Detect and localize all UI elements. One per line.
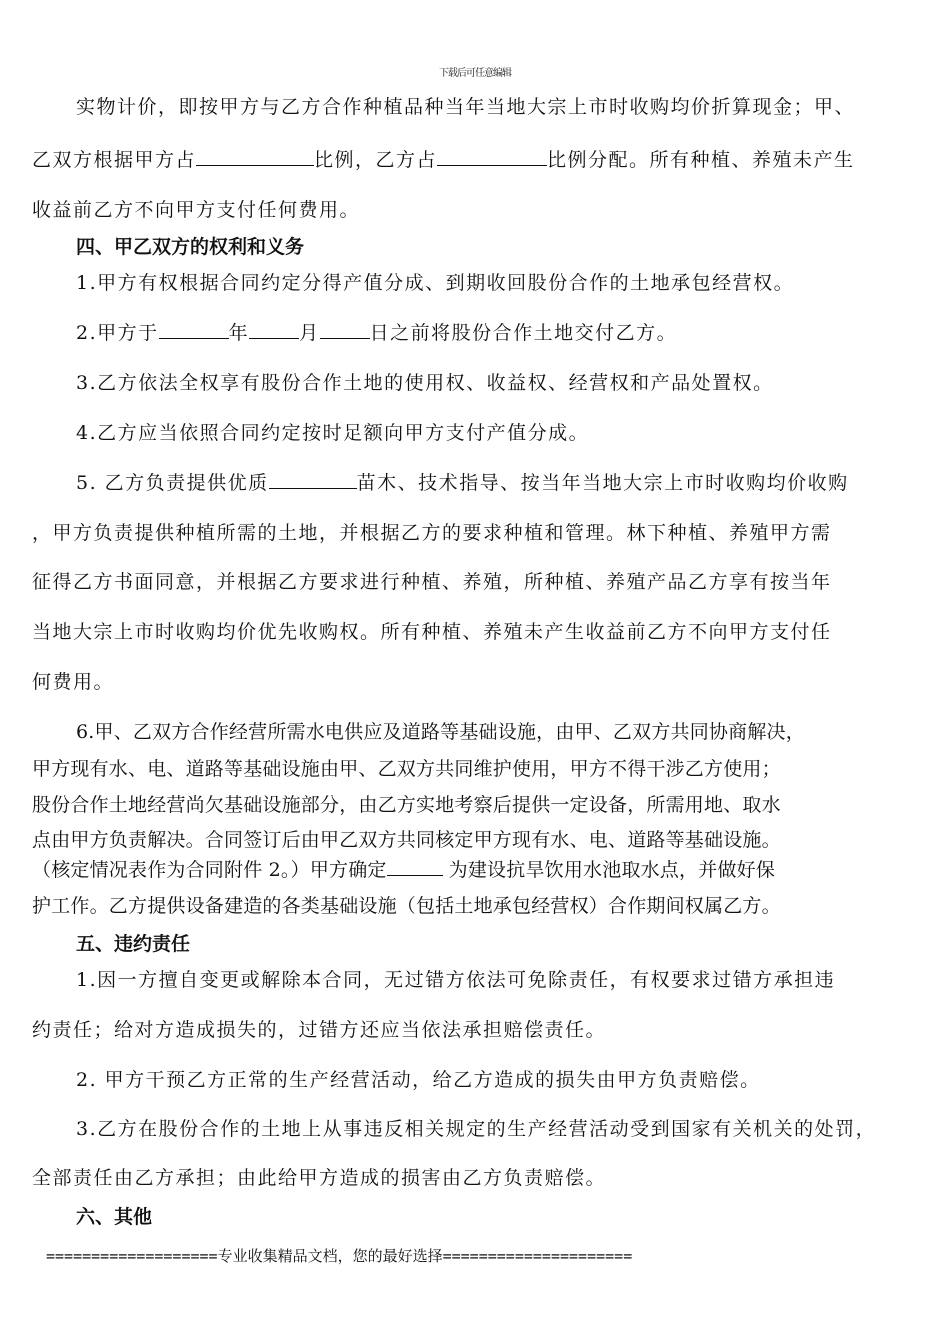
section-heading: 四、甲乙双方的权利和义务 [76,236,305,258]
paragraph-line: ，甲方负责提供种植所需的土地，并根据乙方的要求种植和管理。林下种植、养殖甲方需 [32,522,832,544]
text-segment: （核定情况表作为合同附件 2。）甲方确定 [32,859,387,881]
text-segment: 比例，乙方占 [314,149,438,171]
text-segment: 月 [299,322,320,344]
fill-in-blank[interactable] [269,487,357,489]
text-segment: 2.甲方于 [76,322,159,344]
paragraph-line [76,318,677,345]
text-segment: 为建设抗旱饮用水池取水点，并做好保 [448,859,776,881]
paragraph-line [76,468,849,495]
text-segment: 乙双方根据甲方占 [32,149,197,171]
text-segment: 年 [228,322,250,344]
section-heading: 五、违约责任 [76,933,191,955]
paragraph-line: 收益前乙方不向甲方支付任何费用。 [32,199,361,221]
page-header: 下载后可任意编辑 [439,68,511,79]
paragraph-line: 全部责任由乙方承担；由此给甲方造成的损害由乙方负责赔偿。 [32,1167,607,1189]
section-heading: 六、其他 [76,1206,153,1228]
paragraph-line: 约责任；给对方造成损失的，过错方还应当依法承担赔偿责任。 [32,1019,607,1041]
paragraph-line: 实物计价，即按甲方与乙方合作种植品种当年当地大宗上市时收购均价折算现金；甲、 [76,96,856,118]
paragraph-line: 当地大宗上市时收购均价优先收购权。所有种植、养殖未产生收益前乙方不向甲方支付任 [32,621,832,643]
paragraph-line: 何费用。 [32,671,115,693]
text-segment: 比例分配。所有种植、养殖未产生 [547,149,855,171]
paragraph-line: 3.乙方在股份合作的土地上从事违反相关规定的生产经营活动受到国家有关机关的处罚， [76,1118,877,1140]
paragraph-line: 4.乙方应当依照合同约定按时足额向甲方支付产值分成。 [76,422,590,444]
fill-in-blank[interactable] [159,337,229,339]
paragraph-line: 征得乙方书面同意，并根据乙方要求进行种植、养殖，所种植、养殖产品乙方享有按当年 [32,571,832,593]
text-segment: 苗木、技术指导、按当年当地大宗上市时收购均价收购 [356,472,849,494]
text-segment: 5. 乙方负责提供优质 [76,472,269,494]
paragraph-line: 1.因一方擅自变更或解除本合同，无过错方依法可免除责任，有权要求过错方承担违 [76,969,836,991]
paragraph-line [32,855,775,882]
paragraph-line: 点由甲方负责解决。合同签订后由甲乙双方共同核定甲方现有水、电、道路等基础设施。 [32,829,781,851]
paragraph-line: 股份合作土地经营尚欠基础设施部分，由乙方实地考察后提供一定设备，所需用地、取水 [32,794,781,816]
fill-in-blank[interactable] [249,337,299,339]
page-footer: ===================专业收集精品文档，您的最好选择===================== [46,1247,633,1265]
paragraph-line: 1.甲方有权根据合同约定分得产值分成、到期收回股份合作的土地承包经营权。 [76,272,795,294]
paragraph-line: 甲方现有水、电、道路等基础设施由甲、乙双方共同维护使用，甲方不得干涉乙方使用； [32,758,781,780]
text-segment: 日之前将股份合作土地交付乙方。 [369,322,678,344]
fill-in-blank[interactable] [437,164,547,166]
fill-in-blank[interactable] [320,337,370,339]
fill-in-blank[interactable] [387,874,443,876]
paragraph-line [32,145,855,172]
paragraph-line: 6.甲、乙双方合作经营所需水电供应及道路等基础设施，由甲、乙双方共同协商解决， [76,721,805,743]
paragraph-line: 3.乙方依法全权享有股份合作土地的使用权、收益权、经营权和产品处置权。 [76,372,774,394]
fill-in-blank[interactable] [196,164,314,166]
paragraph-line: 2. 甲方干预乙方正常的生产经营活动，给乙方造成的损失由甲方负责赔偿。 [76,1069,761,1091]
paragraph-line: 护工作。乙方提供设备建造的各类基础设施（包括土地承包经营权）合作期间权属乙方。 [32,895,781,917]
